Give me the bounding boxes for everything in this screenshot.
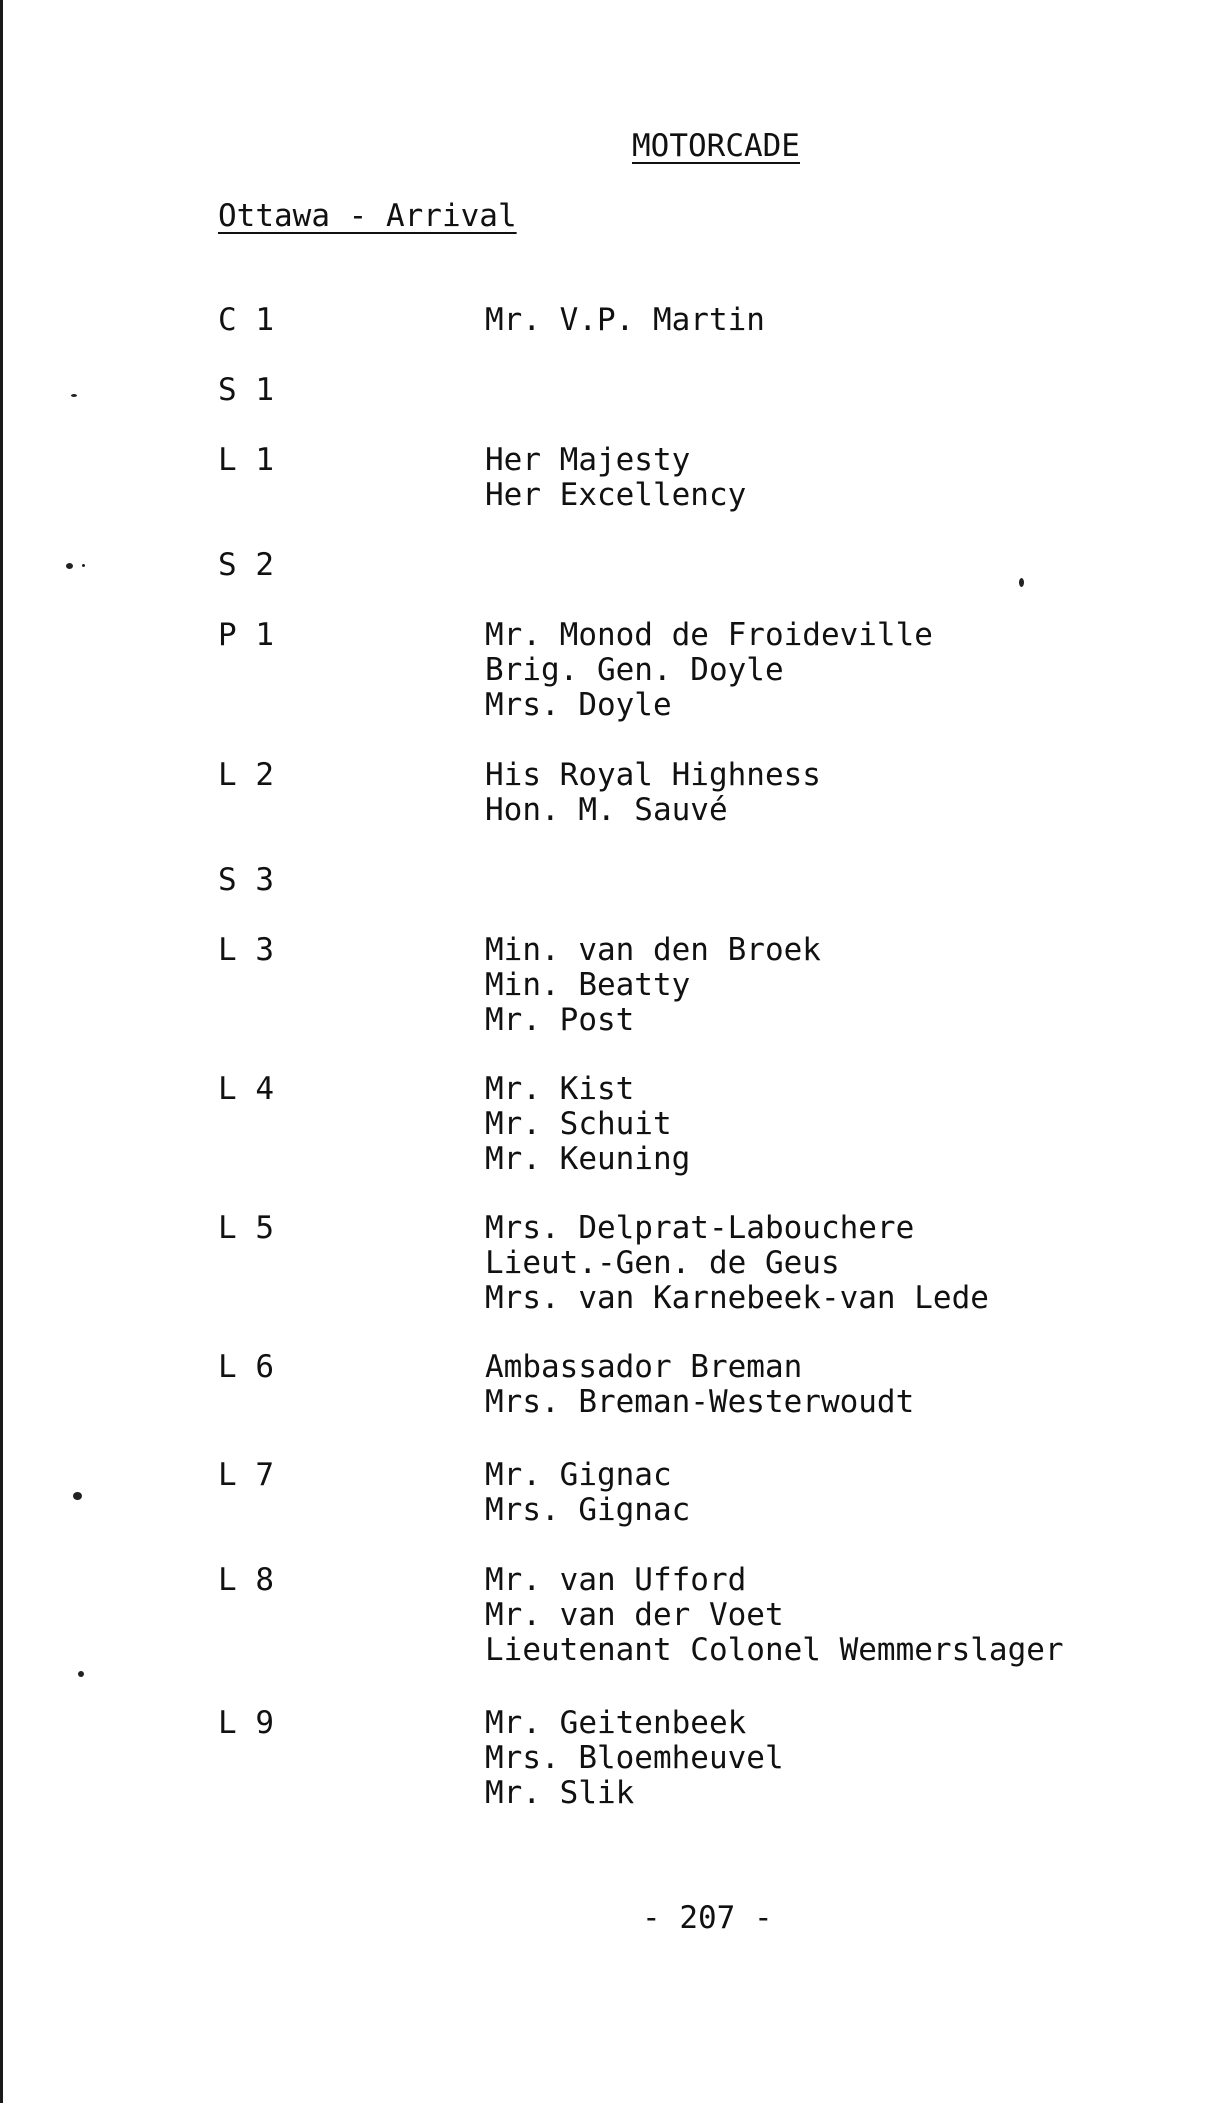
vehicle-code: L 8 (218, 1562, 274, 1598)
passenger-name: Min. van den Broek (485, 932, 821, 968)
passenger-name: Mr. Geitenbeek (485, 1705, 747, 1741)
passenger-name: Min. Beatty (485, 967, 691, 1003)
vehicle-code: L 5 (218, 1210, 274, 1246)
vehicle-code: L 6 (218, 1349, 274, 1385)
passenger-name: Mrs. Bloemheuvel (485, 1740, 784, 1776)
passenger-name: Ambassador Breman (485, 1349, 803, 1385)
vehicle-code: S 2 (218, 547, 274, 583)
passenger-name: Her Excellency (485, 477, 747, 513)
passenger-list (485, 1072, 690, 1177)
passenger-name: Mr. van Ufford (485, 1562, 747, 1598)
vehicle-code: L 1 (218, 442, 274, 478)
vehicle-code: L 2 (218, 757, 274, 793)
passenger-name: Lieutenant Colonel Wemmerslager (485, 1632, 1064, 1668)
passenger-name: Mrs. Gignac (485, 1492, 691, 1528)
passenger-name: Hon. M. Sauvé (485, 792, 728, 828)
vehicle-code: L 7 (218, 1457, 274, 1493)
passenger-name: Mr. Keuning (485, 1141, 691, 1177)
vehicle-code: S 1 (218, 372, 274, 408)
passenger-list (485, 1706, 784, 1811)
vehicle-code: L 9 (218, 1705, 274, 1741)
passenger-name: Mr. V.P. Martin (485, 302, 765, 338)
passenger-name: Mrs. Doyle (485, 687, 672, 723)
passenger-list (485, 933, 821, 1038)
passenger-name: His Royal Highness (485, 757, 821, 793)
section-heading: Ottawa - Arrival (218, 198, 517, 234)
passenger-list (485, 758, 821, 828)
passenger-list (485, 1458, 690, 1528)
passenger-name: Brig. Gen. Doyle (485, 652, 784, 688)
passenger-list (485, 303, 765, 338)
passenger-name: Her Majesty (485, 442, 691, 478)
vehicle-code: L 3 (218, 932, 274, 968)
vehicle-code: L 4 (218, 1071, 274, 1107)
passenger-name: Mr. Schuit (485, 1106, 672, 1142)
passenger-name: Mr. van der Voet (485, 1597, 784, 1633)
passenger-name: Mr. Kist (485, 1071, 635, 1107)
passenger-name: Mrs. Delprat-Labouchere (485, 1210, 915, 1246)
page-title: MOTORCADE (632, 128, 800, 164)
passenger-list (485, 1211, 989, 1316)
passenger-name: Mr. Monod de Froideville (485, 617, 933, 653)
passenger-name: Lieut.-Gen. de Geus (485, 1245, 840, 1281)
page-number: - 207 - (642, 1900, 773, 1936)
passenger-name: Mrs. van Karnebeek-van Lede (485, 1280, 989, 1316)
passenger-list (485, 1350, 914, 1420)
passenger-name: Mr. Gignac (485, 1457, 672, 1493)
passenger-list (485, 1563, 1064, 1668)
vehicle-code: P 1 (218, 617, 274, 653)
passenger-list (485, 443, 746, 513)
vehicle-code: S 3 (218, 862, 274, 898)
passenger-name: Mr. Slik (485, 1775, 635, 1811)
passenger-name: Mr. Post (485, 1002, 635, 1038)
passenger-list (485, 618, 933, 723)
passenger-name: Mrs. Breman-Westerwoudt (485, 1384, 915, 1420)
vehicle-code: C 1 (218, 302, 274, 338)
